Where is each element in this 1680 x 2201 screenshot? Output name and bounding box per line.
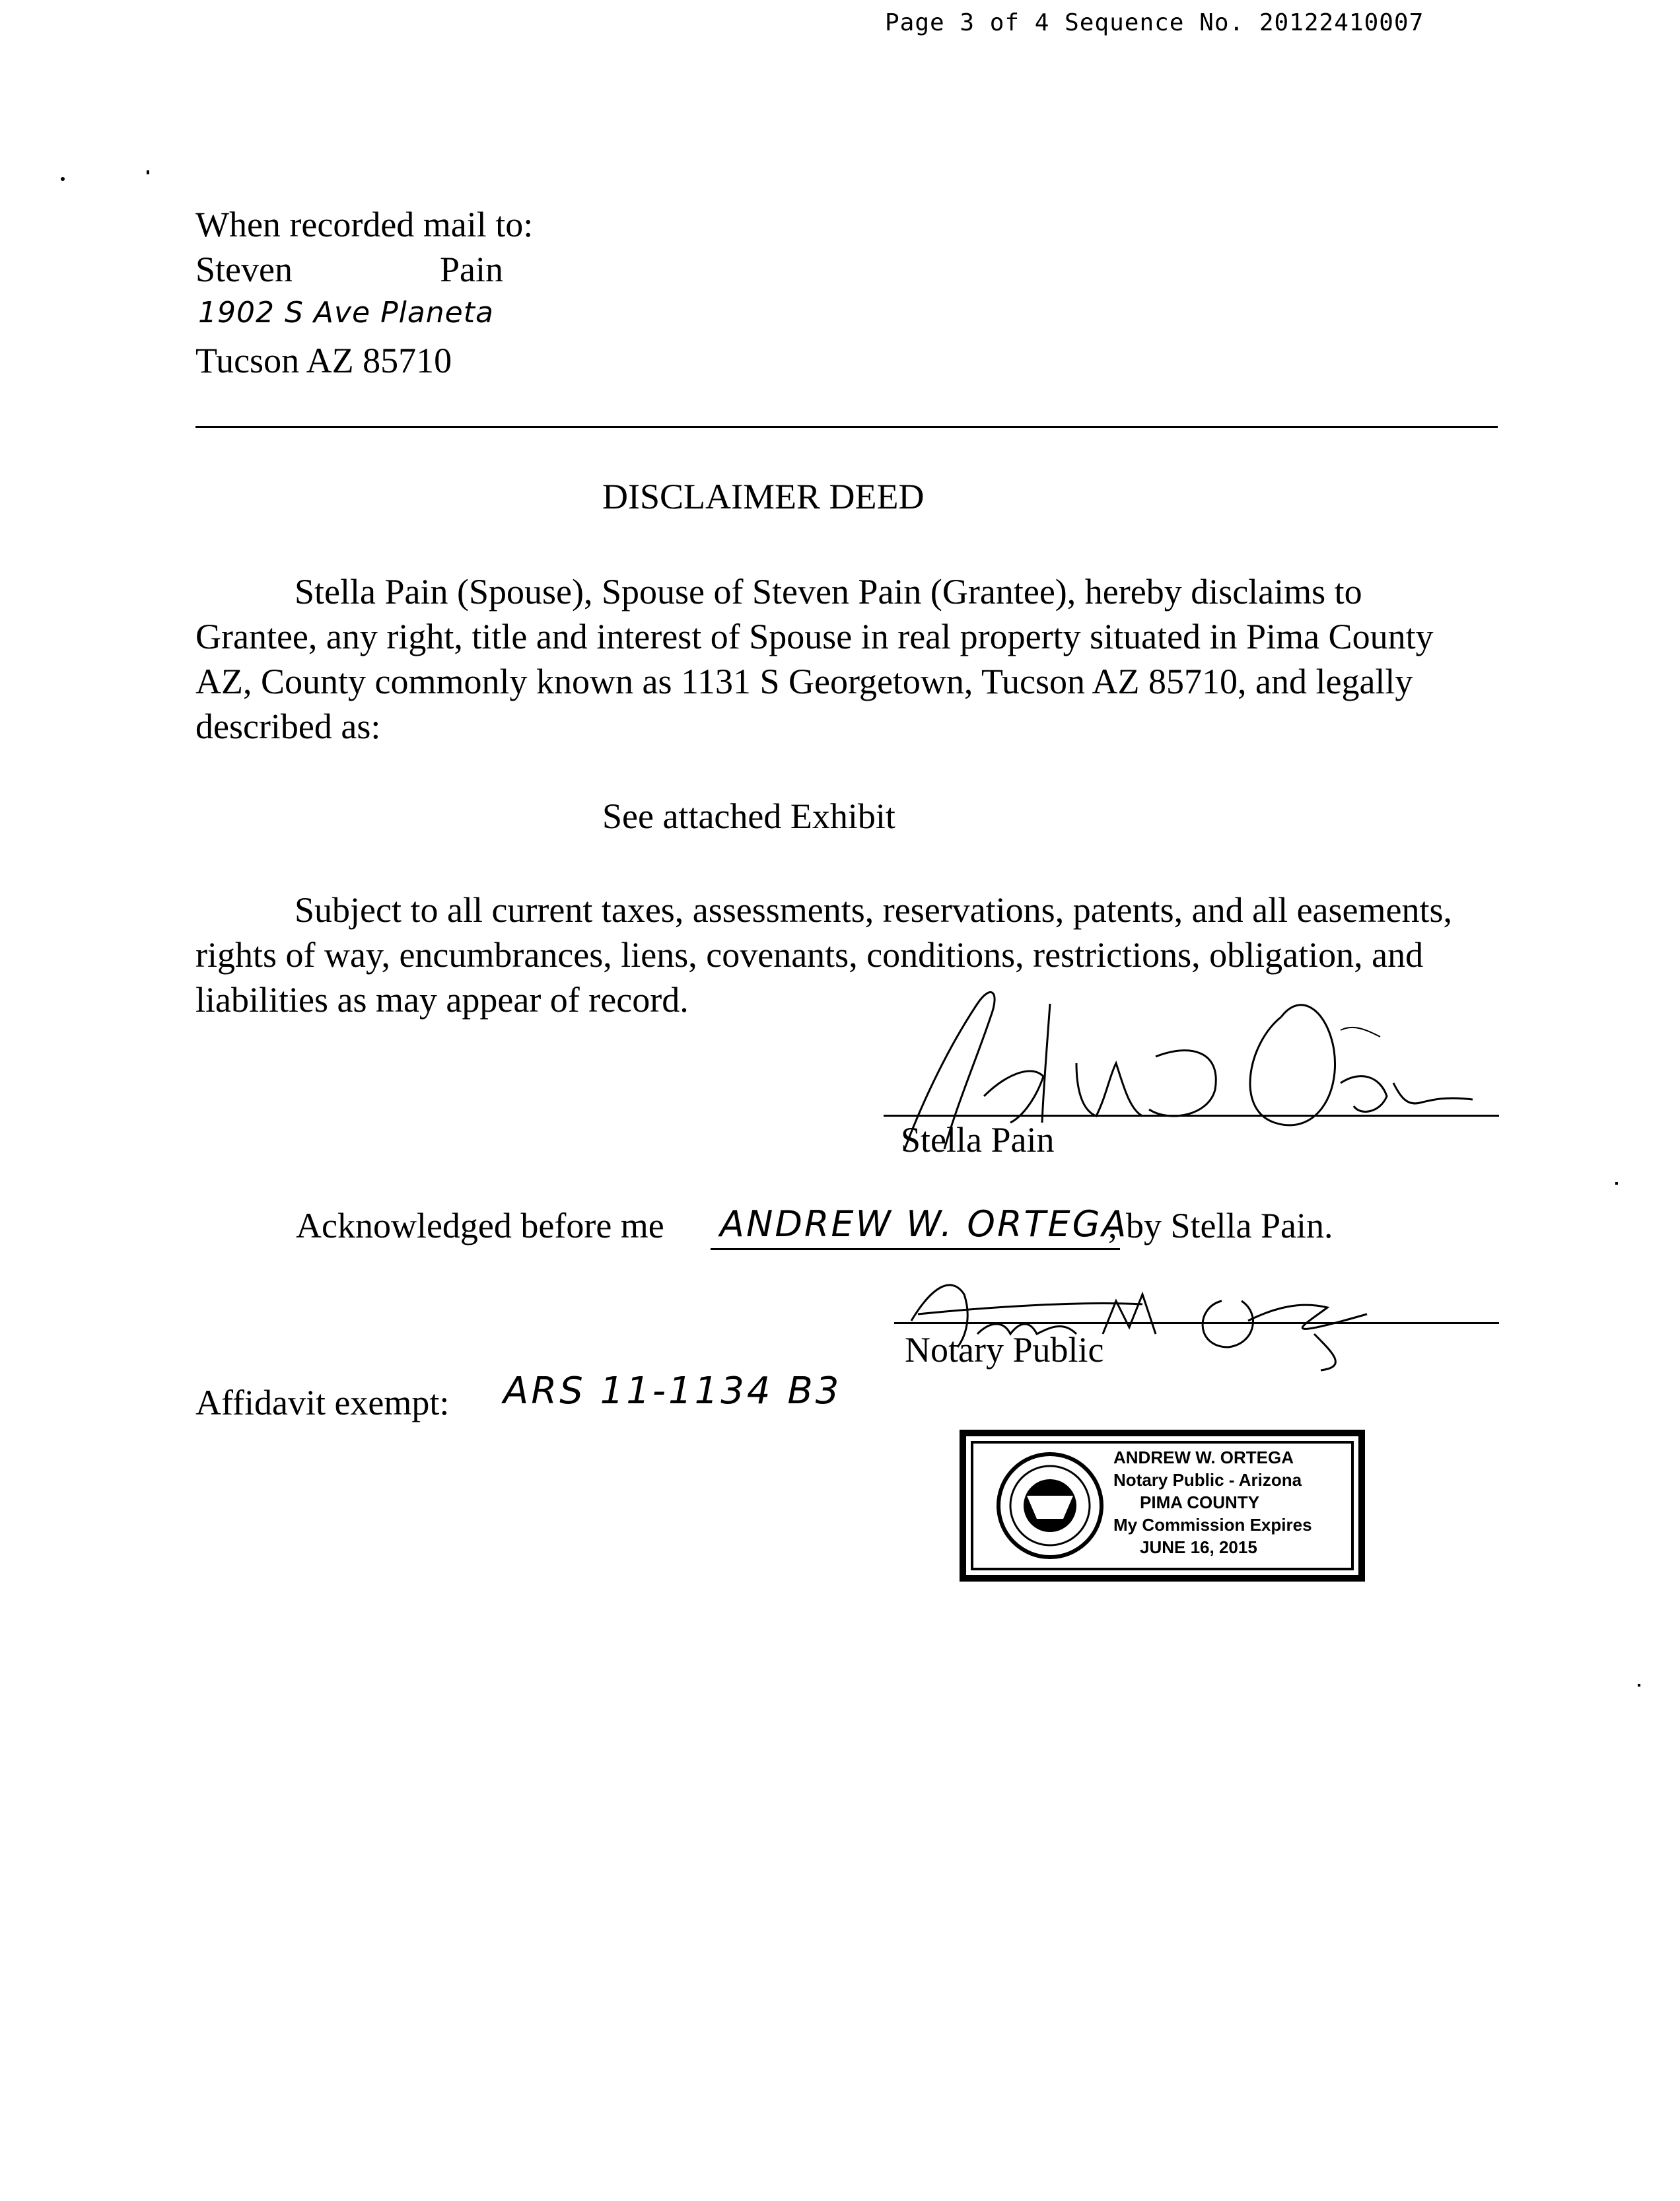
stamp-line-4: My Commission Expires bbox=[1113, 1515, 1312, 1535]
disclaimer-paragraph: Stella Pain (Spouse), Spouse of Steven Pain (Grantee), hereby disclaims to Grantee, any right, title and interest of Spouse in real property situated in Pima County AZ, County commonly known as 1131 S Georgetown, Tucson AZ 85710, and legally described as: bbox=[195, 572, 1434, 746]
mail-to-address: 1902 S Ave Planeta bbox=[198, 296, 494, 330]
mail-to-label: When recorded mail to: bbox=[195, 205, 534, 244]
exhibit-line: See attached Exhibit bbox=[602, 796, 895, 836]
acknowledgment-suffix: , by Stella Pain. bbox=[1108, 1206, 1333, 1245]
stamp-line-1: ANDREW W. ORTEGA bbox=[1113, 1448, 1294, 1467]
notary-signature-line bbox=[894, 1322, 1499, 1324]
stray-mark bbox=[147, 170, 149, 174]
stray-mark bbox=[61, 177, 65, 181]
notary-stamp bbox=[958, 1426, 1367, 1585]
acknowledgment-line bbox=[711, 1248, 1120, 1250]
affidavit-label: Affidavit exempt: bbox=[195, 1383, 450, 1422]
stray-mark bbox=[1615, 1182, 1618, 1185]
subject-to-paragraph: Subject to all current taxes, assessments, reservations, patents, and all easements, rights of way, encumbrances, liens, covenants, conditions, restrictions, obligation, and liabilities as may appear of record. bbox=[195, 890, 1452, 1020]
mail-to-city: Tucson AZ 85710 bbox=[195, 341, 452, 380]
stamp-line-3: PIMA COUNTY bbox=[1140, 1492, 1260, 1512]
stamp-line-5: JUNE 16, 2015 bbox=[1140, 1537, 1257, 1557]
notary-handwritten-name: ANDREW W. ORTEGA bbox=[720, 1203, 1129, 1245]
acknowledgment-prefix: Acknowledged before me bbox=[296, 1206, 664, 1245]
divider-line bbox=[195, 426, 1498, 428]
notary-public-label: Notary Public bbox=[905, 1330, 1104, 1370]
stray-mark bbox=[1638, 1684, 1640, 1687]
affidavit-value: ARS 11-1134 B3 bbox=[503, 1370, 842, 1413]
mail-to-last-name: Pain bbox=[440, 250, 504, 289]
page-header: Page 3 of 4 Sequence No. 20122410007 bbox=[885, 9, 1424, 36]
mail-to-first-name: Steven bbox=[195, 250, 293, 289]
signature-line bbox=[884, 1115, 1499, 1117]
document-title: DISCLAIMER DEED bbox=[602, 477, 925, 516]
signer-name: Stella Pain bbox=[901, 1120, 1055, 1160]
stamp-line-2: Notary Public - Arizona bbox=[1113, 1470, 1302, 1490]
